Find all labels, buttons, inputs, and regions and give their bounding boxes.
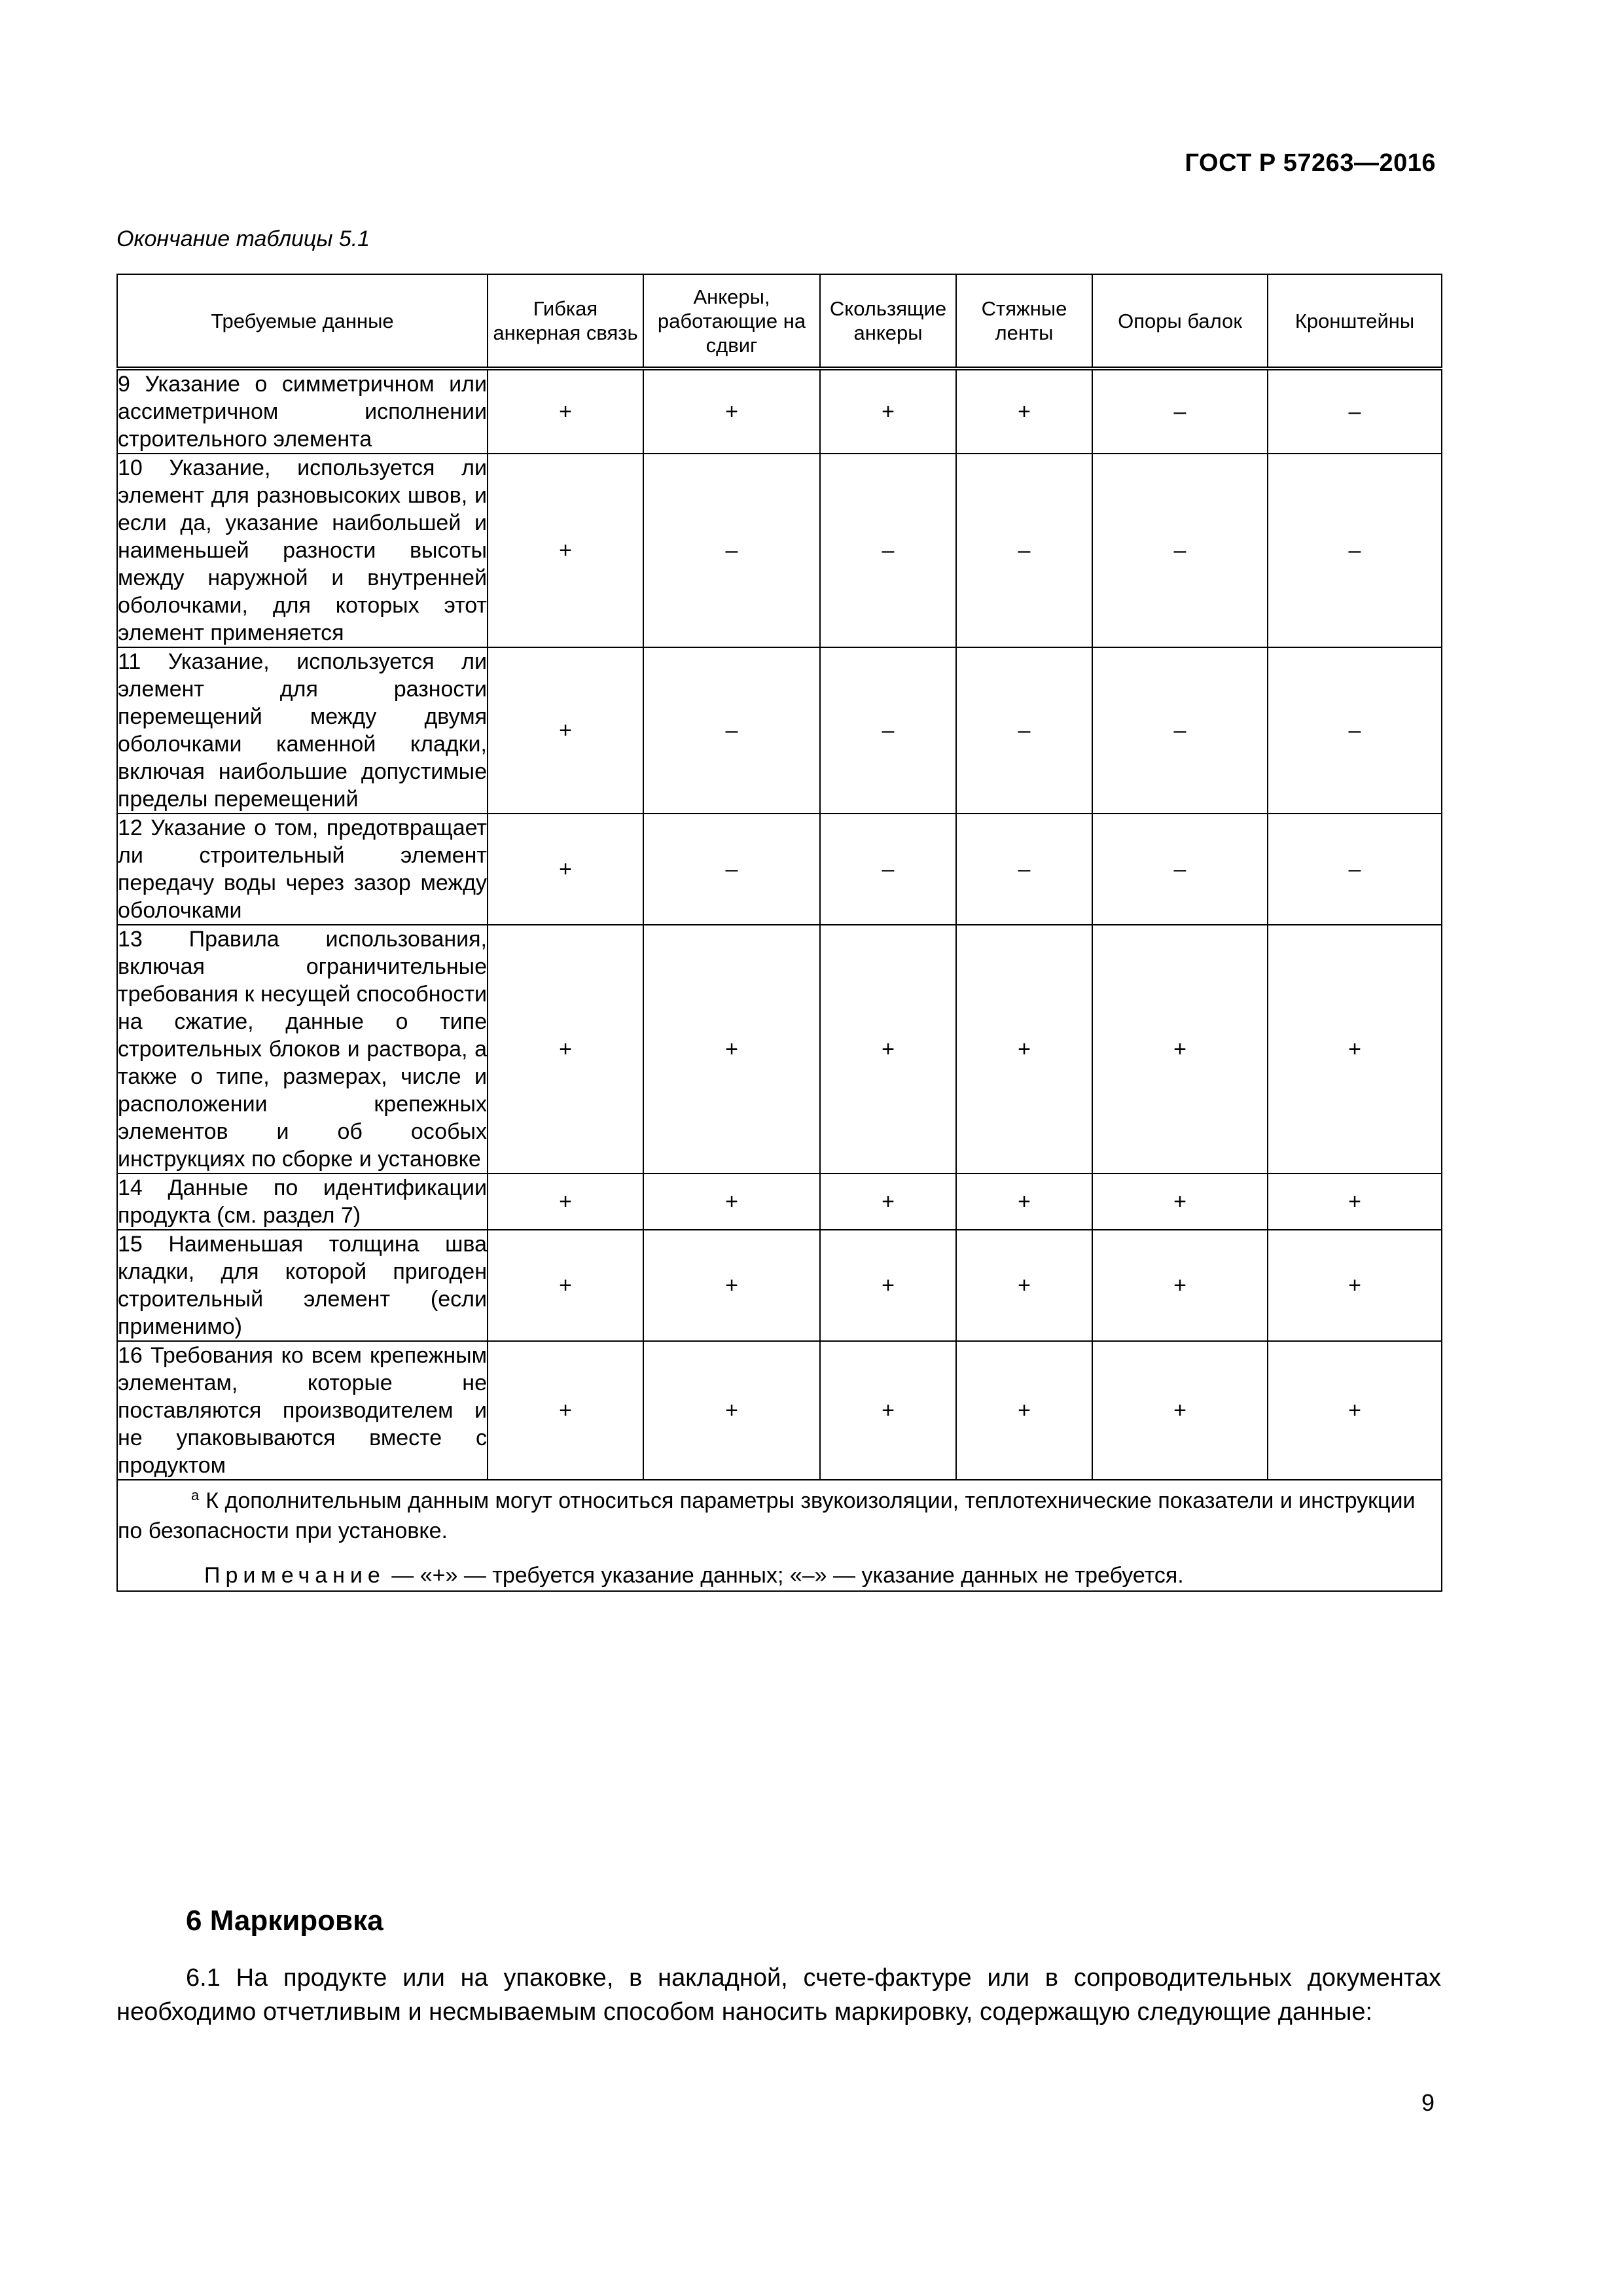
mark-cell: + [488,814,643,925]
mark-cell: – [1092,814,1268,925]
mark-cell: – [956,814,1092,925]
column-header: Кронштейны [1268,274,1442,368]
mark-cell: – [956,454,1092,647]
table-footer [117,1480,1442,1591]
requirements-table-container [116,274,1441,1592]
body-paragraph: 6.1 На продукте или на упаковке, в накладной, счете-фактуре или в сопроводительных документах необходимо отчетливым и несмываемым способом наносить маркировку, содержащую следующие данные: [116,1964,1441,2026]
table-row [117,1341,1442,1480]
mark-cell: + [1092,1174,1268,1230]
column-header: Требуемые данные [117,274,488,368]
mark-cell: + [1268,1230,1442,1341]
mark-cell: + [643,1341,820,1480]
mark-cell: – [1268,814,1442,925]
mark-cell: + [643,1174,820,1230]
mark-cell: – [643,454,820,647]
requirement-cell: 15 Наименьшая толщина шва кладки, для которой пригоден строительный элемент (если применимо) [117,1230,488,1341]
requirement-cell: 9 Указание о симметричном или ассиметричном исполнении строительного элемента [117,368,488,454]
mark-cell: + [820,1230,956,1341]
requirement-cell: 11 Указание, используется ли элемент для разности перемещений между двумя оболочками каменной кладки, включая наибольшие допустимые пределы перемещений [117,647,488,814]
mark-cell: + [488,1230,643,1341]
mark-cell: + [1092,1230,1268,1341]
footnote [118,1480,1441,1546]
requirement-cell: 12 Указание о том, предотвращает ли строительный элемент передачу воды через зазор между оболочками [117,814,488,925]
mark-cell: + [956,925,1092,1174]
requirement-cell: 10 Указание, используется ли элемент для разновысоких швов, и если да, указание наибольшей и наименьшей разности высоты между наружной и внутренней оболочками, для которых этот элемент применяется [117,454,488,647]
table-row [117,1174,1442,1230]
note-label: Примечание [204,1563,385,1588]
mark-cell: + [488,368,643,454]
mark-cell: – [1268,647,1442,814]
mark-cell: + [956,1174,1092,1230]
table-row [117,454,1442,647]
mark-cell: + [820,1341,956,1480]
mark-cell: – [1092,454,1268,647]
mark-cell: + [643,925,820,1174]
requirement-cell: 16 Требования ко всем крепежным элементам, которые не поставляются производителем и не упаковываются вместе с продуктом [117,1341,488,1480]
mark-cell: + [1268,1341,1442,1480]
mark-cell: – [1268,368,1442,454]
mark-cell: – [1092,647,1268,814]
mark-cell: + [1268,925,1442,1174]
table-row [117,925,1442,1174]
table-row [117,814,1442,925]
mark-cell: + [643,368,820,454]
mark-cell: – [643,647,820,814]
column-header: Скользящие анкеры [820,274,956,368]
mark-cell: + [488,454,643,647]
requirement-cell: 14 Данные по идентификации продукта (см. раздел 7) [117,1174,488,1230]
table-footer-row [117,1480,1442,1591]
mark-cell: + [820,1174,956,1230]
column-header: Анкеры, работающие на сдвиг [643,274,820,368]
column-header: Опоры балок [1092,274,1268,368]
mark-cell: + [643,1230,820,1341]
mark-cell: + [488,925,643,1174]
table-note [118,1560,1441,1590]
requirement-cell: 13 Правила использования, включая ограничительные требования к несущей способности на сжатие, данные о типе строительных блоков и раствора, а также о типе, размерах, числе и расположении крепежных элементов и об особых инструкциях по сборке и установке [117,925,488,1174]
mark-cell: + [1268,1174,1442,1230]
mark-cell: – [1268,454,1442,647]
mark-cell: – [820,454,956,647]
table-header-row [117,274,1442,368]
mark-cell: – [643,814,820,925]
requirements-table [116,274,1442,1592]
mark-cell: + [488,1174,643,1230]
column-header: Гибкая анкерная связь [488,274,643,368]
column-header: Стяжные ленты [956,274,1092,368]
note-text: — «+» — требуется указание данных; «–» — указание данных не требуется. [391,1563,1184,1588]
mark-cell: + [488,1341,643,1480]
mark-cell: – [820,814,956,925]
mark-cell: + [1092,1341,1268,1480]
mark-cell: + [1092,925,1268,1174]
page-number: 9 [1421,2089,1435,2116]
mark-cell: – [956,647,1092,814]
mark-cell: – [820,647,956,814]
document-header: ГОСТ Р 57263—2016 [1185,149,1436,177]
section-title: 6 Маркировка [186,1905,383,1937]
footnote-marker: а [191,1487,200,1503]
table-caption: Окончание таблицы 5.1 [116,226,370,251]
mark-cell: + [956,368,1092,454]
mark-cell: + [488,647,643,814]
table-row [117,647,1442,814]
mark-cell: – [1092,368,1268,454]
mark-cell: + [956,1230,1092,1341]
table-row [117,1230,1442,1341]
mark-cell: + [820,925,956,1174]
mark-cell: + [820,368,956,454]
mark-cell: + [956,1341,1092,1480]
table-row [117,368,1442,454]
footnote-text: К дополнительным данным могут относиться параметры звукоизоляции, теплотехнические показатели и инструкции по безопасности при установке. [118,1488,1416,1543]
